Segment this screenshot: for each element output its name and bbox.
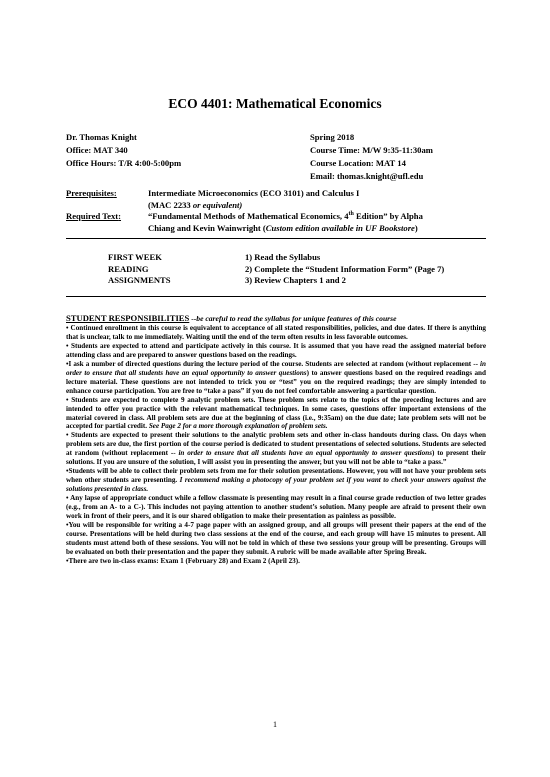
text-line1-sup: th [348,211,354,218]
responsibilities-title: STUDENT RESPONSIBILITIES [66,313,190,323]
paragraph-6: •Students will be able to collect their problem sets from me for their solution presentations. However, you will not have your problem sets when other students are presenting. I recommend making a photocopy of your problem set if you want to check your answers against the solutions presented in class. [66,467,486,494]
text-line1a: “Fundamental Methods of Mathematical Economics, 4 [148,211,349,221]
first-week-line3: ASSIGNMENTS [108,275,171,285]
text-line2b: Custom edition available in UF Bookstore [265,222,415,233]
responsibilities-note: --be careful to read the syllabus for unique features of this course [189,314,397,323]
course-location: Course Location: MAT 14 [310,158,406,168]
office: Office: MAT 340 [66,145,128,155]
page-number: 1 [273,720,277,729]
prereq-line2a: (MAC 2233 [148,199,193,210]
first-week-assignments [245,252,444,287]
paragraph-2: • Students are expected to attend and participate actively in this course. It is assumed that you have read the assigned material before attending class and are prepared to answer questions based on the readings. [66,341,486,359]
prerequisites: Prerequisites: Intermediate Microeconomics (ECO 3101) and Calculus I (MAC 2233 or equivalent) [66,188,486,212]
paragraph-5: • Students are expected to present their solutions to the analytic problem sets and other in-class handouts during class. On days when problem sets are due, the first portion of the course period is dedicated to student presentations of selected solutions. Students are selected at random (without replacement -- in order to ensure that all students have an equal opportunity to answer questions) to present their solutions. If you are unsure of the solution, I will assist you in presenting the answer, but you will not be able to “take a pass.” [66,431,486,467]
course-info [310,131,433,183]
text-line2a: Chiang and Kevin Wainwright ( [148,222,266,233]
prereq-line2b: or equivalent) [192,199,243,210]
responsibilities-heading [66,313,396,323]
prereq-label: Prerequisites [66,188,114,198]
paragraph-4: • Students are expected to complete 9 analytic problem sets. These problem sets relate to the topics of the preceding lectures and are intended to offer you practice with the relevant mathematical techniques. In some cases, questions offer important extensions of the material covered in class. All problem sets are due at the beginning of class (i.e., 9:35am) on the due date; late problem sets will not be accepted for partial credit. See Page 2 for a more thorough explanation of problem sets. [66,395,486,431]
divider-top [66,238,486,239]
paragraph-8: •You will be responsible for writing a 4-7 page paper with an assigned group, and all groups will present their papers at the end of the course. Presentations will be held during two class sessions at the end of the course, and each group will have 15 minutes to present. All students must attend both of these sessions. You will not be told in which of these two sessions your group will be presenting. Groups will be evaluated on both their presentation and the paper they submit. A rubric will be made available after Spring Break. [66,520,486,556]
course-title: ECO 4401: Mathematical Economics [168,96,382,111]
assignment-3: 3) Review Chapters 1 and 2 [245,275,346,285]
responsibilities-body [66,324,486,566]
required-text: Required Text: “Fundamental Methods of Mathematical Economics, 4th Edition” by Alpha Chiang and Kevin Wainwright (Custom edition available in UF Bookstore) [66,211,423,233]
term: Spring 2018 [310,132,355,142]
office-hours: Office Hours: T/R 4:00-5:00pm [66,158,182,168]
paragraph-7: • Any lapse of appropriate conduct while a fellow classmate is presenting may result in a final course grade reduction of two letter grades (e.g., from an A- to a C-). This includes not paying attention to another student’s solution. Many people are afraid to present their own work in front of their peers, and it is our shared obligation to make their presentation as painless as possible. [66,494,486,521]
assignment-2: 2) Complete the “Student Information Form” (Page 7) [245,263,445,274]
paragraph-9: •There are two in-class exams: Exam 1 (February 28) and Exam 2 (April 23). [66,556,300,565]
email: Email: thomas.knight@ufl.edu [310,171,424,181]
course-time: Course Time: M/W 9:35-11:30am [310,145,433,155]
first-week-label [108,252,171,287]
text-label: Required Text [66,211,119,221]
text-line2c: ) [414,222,418,233]
first-week-line2: READING [108,263,149,274]
prereq-line1: Intermediate Microeconomics (ECO 3101) and Calculus I [148,188,360,198]
paragraph-3: •I ask a number of directed questions during the lecture period of the course. Students are selected at random (without replacement -- in order to ensure that all students have an equal opportunity to answer questions) to answer questions based on the required readings and lecture material. These questions are not intended to trick you or “test” you on the required readings; they are simply intended to enhance course participation. You are free to “take a pass” if you do not feel comfortable answering a particular question. [66,359,486,395]
instructor-info [66,131,181,170]
divider-bottom [66,296,486,297]
instructor-name: Dr. Thomas Knight [66,132,137,142]
text-line1b: Edition” by Alpha [353,211,423,221]
first-week-line1: FIRST WEEK [108,252,162,262]
assignment-1: 1) Read the Syllabus [245,252,321,262]
paragraph-1: • Continued enrollment in this course is equivalent to acceptance of all stated responsibilities, policies, and due dates. If there is anything that is unclear, talk to me immediately. Waiting until the end of the term often results in less favorable outcomes. [66,324,486,341]
